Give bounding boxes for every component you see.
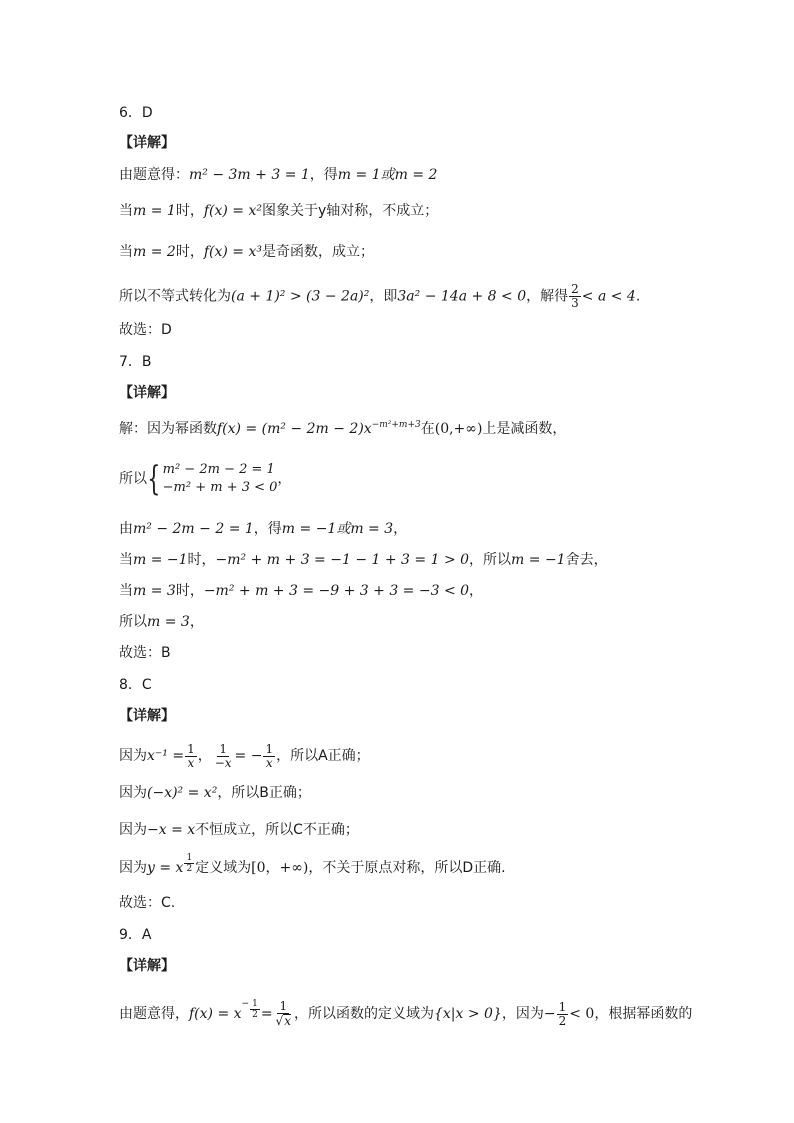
q6-line-3	[119, 242, 374, 262]
q6-answer: 故选：D	[119, 322, 172, 338]
math: −x = x	[147, 822, 196, 838]
q6-line-4: 所以不等式转化为(a + 1)² > (3 − 2a)²，即3a² − 14a + 8 < 0，解得 $\frac{2}{3}$ < a < 4.	[119, 282, 641, 310]
math: m = 3	[147, 614, 190, 630]
fraction: $\frac{1}{√x}$	[275, 999, 291, 1028]
brace: {	[147, 459, 161, 499]
text: ，	[393, 521, 408, 537]
equation: m² − 2m − 2 = 1	[162, 462, 275, 477]
text: 上是减函数，	[482, 421, 567, 437]
math: m = 3	[133, 583, 176, 599]
text: 在	[420, 421, 435, 437]
q8-line-4	[119, 852, 506, 884]
q7-title: 7．B	[119, 354, 152, 370]
math: m = −1	[511, 552, 566, 568]
text: 不恒成立，所以C不正确；	[195, 822, 359, 838]
text: 所以不等式转化为	[119, 288, 231, 305]
text: 当	[119, 583, 133, 599]
text: 定义域为	[195, 860, 252, 876]
fraction: $\frac{1}{x}$	[265, 741, 274, 770]
q7-line-4	[119, 550, 608, 570]
text: ，即	[369, 288, 398, 305]
q9-line-1	[119, 986, 692, 1032]
q7-line-5	[119, 581, 483, 601]
math: m² − 3m + 3 = 1	[189, 167, 310, 183]
text: 所以	[119, 614, 147, 630]
q8-answer: 故选：C.	[119, 895, 176, 911]
math: −m² + m + 3 = −9 + 3 + 3 = −3 < 0	[203, 583, 470, 599]
math: (−x)² = x²	[147, 785, 218, 801]
q6-title: 6．D	[119, 105, 153, 121]
math: −m² + m + 3 = −1 − 1 + 3 = 1 > 0	[215, 552, 470, 568]
text: 当	[119, 244, 133, 260]
math: f(x) = x	[189, 1006, 242, 1022]
text: ，得	[253, 521, 282, 537]
math: m = −1	[133, 552, 188, 568]
text: ，所以	[469, 552, 512, 568]
math: m = 1	[133, 203, 176, 219]
text: ，得	[309, 167, 338, 183]
text: 因为	[119, 860, 147, 876]
fraction: $\frac{1}{x}$	[187, 741, 195, 770]
minus-sign: −	[543, 1006, 556, 1022]
math: {x|x > 0}	[433, 1006, 502, 1022]
text: 解：因为幂函数	[119, 421, 217, 437]
math: f(x) = (m² − 2m − 2)x	[217, 421, 372, 437]
math: m = 2	[133, 244, 176, 260]
text: 因为	[119, 785, 147, 801]
math: m = 1或m = 2	[337, 167, 438, 183]
q7-detail-heading: 【详解】	[119, 385, 175, 401]
math: (0,+∞)	[434, 421, 483, 437]
q7-answer: 故选：B	[119, 645, 171, 661]
inequality: −m² + m + 3 < 0	[162, 480, 278, 495]
math: < a < 4	[581, 288, 636, 305]
math: < 0	[569, 1006, 595, 1022]
text: 所以	[119, 471, 147, 487]
math: = −	[234, 748, 263, 764]
math: =	[260, 1006, 273, 1022]
text: ，所以函数的定义域为	[293, 1006, 434, 1022]
text: 当	[119, 203, 133, 219]
math: m = −1或m = 3	[281, 521, 394, 537]
exponent: −m²+m+3	[371, 420, 421, 430]
fraction-exponent: $\frac{1}{2}$	[186, 853, 193, 874]
q6-line-1	[119, 165, 437, 185]
q7-line-2	[119, 457, 291, 501]
q8-line-1	[119, 740, 370, 772]
math: y = x	[147, 860, 184, 876]
text: ，	[277, 471, 292, 487]
text: 时，	[175, 203, 204, 219]
text: ，	[197, 748, 212, 764]
text: ，根据幂函数的	[594, 1006, 693, 1022]
fraction: $\frac{1}{-x}$	[214, 741, 232, 770]
q8-detail-heading: 【详解】	[119, 708, 175, 724]
q7-line-3	[119, 519, 407, 539]
math: (a + 1)² > (3 − 2a)²	[231, 288, 370, 305]
text: 由题意得，	[119, 1006, 189, 1022]
fraction-exponent: $\frac{1}{2}$	[252, 999, 258, 1020]
math: f(x) = x³	[203, 244, 262, 260]
text: 时，	[175, 583, 204, 599]
text: 因为	[119, 822, 147, 838]
text: 时，	[187, 552, 216, 568]
q8-line-3	[119, 820, 359, 840]
text: 时，	[175, 244, 204, 260]
q6-line-2	[119, 201, 438, 221]
text: 由	[119, 521, 133, 537]
minus-sign: −	[241, 999, 250, 1009]
text: 因为	[119, 748, 147, 764]
math: x⁻¹ =	[147, 748, 185, 764]
q8-line-2	[119, 783, 311, 803]
text: ，因为	[501, 1006, 544, 1022]
text: ，所以B正确；	[217, 785, 311, 801]
text: ，	[189, 614, 204, 630]
math: 3a² − 14a + 8 < 0	[397, 288, 527, 305]
text: ，解得	[526, 288, 569, 305]
text: 由题意得：	[119, 167, 189, 183]
text: ，	[469, 583, 484, 599]
q9-detail-heading: 【详解】	[119, 958, 175, 974]
text: 当	[119, 552, 133, 568]
text: 是奇函数，成立；	[261, 244, 374, 260]
q7-line-6	[119, 612, 204, 632]
text: ，不关于原点对称，所以D正确.	[308, 860, 506, 876]
text: ，所以A正确；	[276, 748, 370, 764]
equation-system	[163, 461, 278, 497]
math: [0，+∞)	[251, 860, 309, 876]
q9-title: 9．A	[119, 927, 152, 943]
math: f(x) = x²	[203, 203, 262, 219]
fraction: $\frac{2}{3}$	[571, 282, 579, 310]
fraction: $\frac{1}{2}$	[558, 999, 567, 1028]
text: 图象关于y轴对称，不成立；	[261, 203, 439, 219]
q7-line-1	[119, 419, 566, 439]
text: 舍去，	[565, 552, 608, 568]
q8-title: 8．C	[119, 677, 152, 693]
math: m² − 2m − 2 = 1	[133, 521, 254, 537]
q6-detail-heading: 【详解】	[119, 135, 175, 151]
